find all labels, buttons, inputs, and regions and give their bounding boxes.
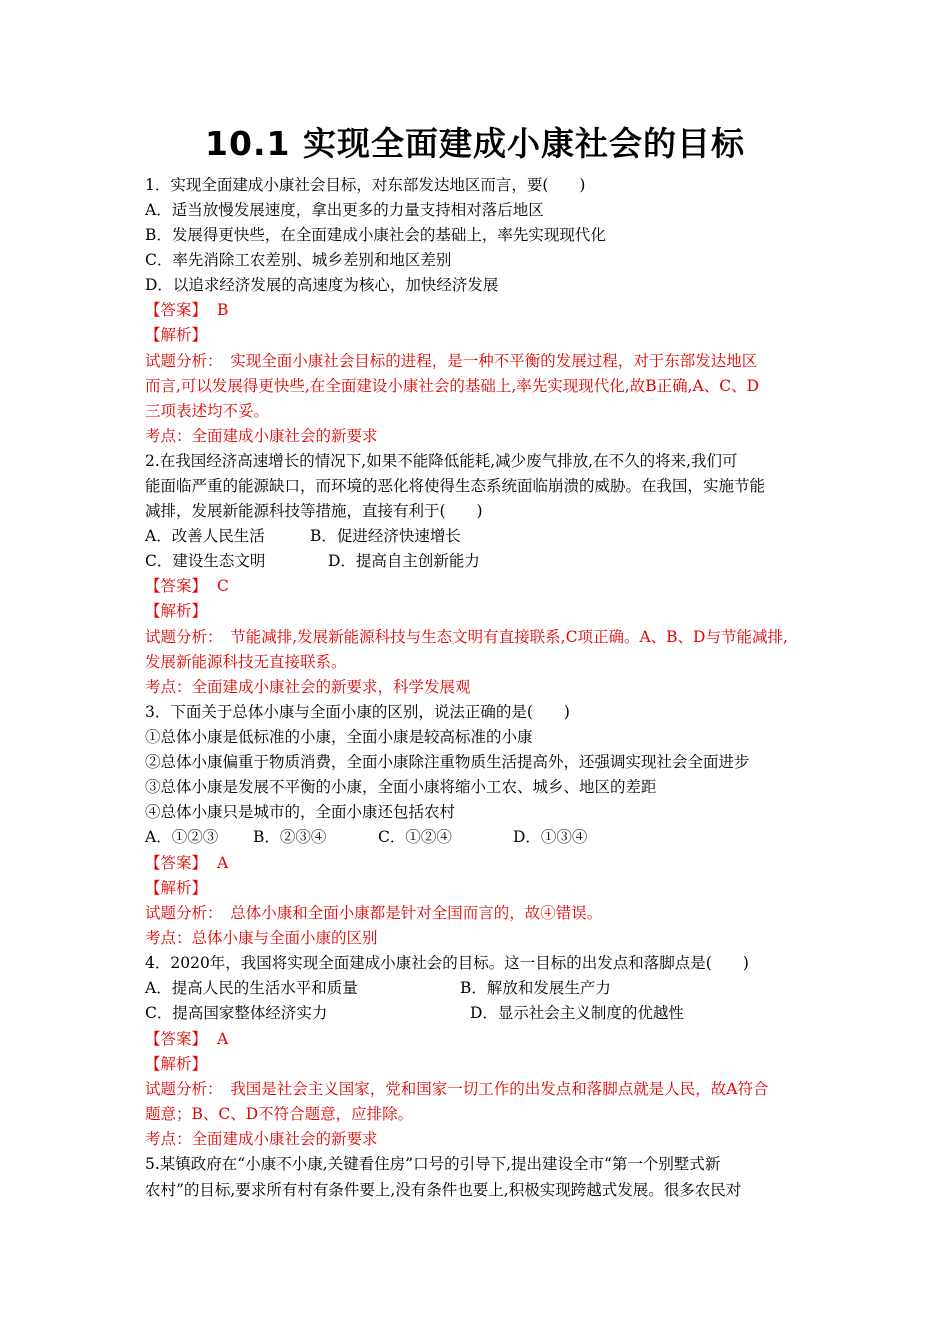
q3-analysis-label: 【解析】 [145, 879, 208, 897]
q4-option-b: B．解放和发展生产力 [460, 979, 611, 997]
q1-option-b: B．发展得更快些，在全面建成小康社会的基础上，率先实现现代化 [145, 226, 606, 244]
q2-option-a: A．改善人民生活 [145, 527, 265, 545]
q2-option-b: B．促进经济快速增长 [310, 527, 461, 545]
q1-knowledge-point: 考点：全面建成小康社会的新要求 [145, 427, 378, 445]
q1-option-a: A．适当放慢发展速度，拿出更多的力量支持相对落后地区 [145, 201, 544, 219]
q5-stem-line-2: 农村”的目标,要求所有村有条件要上,没有条件也要上,积极实现跨越式发展。很多农民对 [145, 1181, 742, 1199]
q2-options-ab [145, 524, 461, 549]
q4-options-cd [145, 1001, 684, 1026]
q2-option-c: C．建设生态文明 [145, 552, 266, 570]
answer-value: A [217, 854, 229, 872]
q4-option-d: D．显示社会主义制度的优越性 [470, 1004, 684, 1022]
q3-option-c: C．①②④ [378, 828, 452, 846]
q1-stem: 1．实现全面建成小康社会目标，对东部发达地区而言，要( ) [145, 176, 586, 194]
q3-option-b: B．②③④ [253, 828, 327, 846]
answer-label: 【答案】 [145, 854, 208, 872]
q2-stem-line-1: 2.在我国经济高速增长的情况下,如果不能降低能耗,减少废气排放,在不久的将来,我们可 [145, 452, 738, 470]
q4-stem: 4．2020年，我国将实现全面建成小康社会的目标。这一目标的出发点和落脚点是( ) [145, 954, 749, 972]
q5-stem-line-1: 5.某镇政府在“小康不小康,关键看住房”口号的引导下,提出建设全市“第一个别墅式新 [145, 1155, 721, 1173]
document-title: 10.1 实现全面建成小康社会的目标 [205, 124, 745, 163]
q1-option-d: D．以追求经济发展的高速度为核心，加快经济发展 [145, 276, 499, 294]
q3-stem: 3．下面关于总体小康与全面小康的区别，说法正确的是( ) [145, 703, 570, 721]
q2-knowledge-point: 考点：全面建成小康社会的新要求，科学发展观 [145, 678, 471, 696]
q4-knowledge-point: 考点：全面建成小康社会的新要求 [145, 1130, 378, 1148]
q1-option-c: C．率先消除工农差别、城乡差别和地区差别 [145, 251, 452, 269]
q4-option-a: A．提高人民的生活水平和质量 [145, 979, 358, 997]
q4-options-ab [145, 976, 611, 1001]
q4-option-c: C．提高国家整体经济实力 [145, 1004, 328, 1022]
q2-options-cd [145, 549, 480, 574]
answer-label: 【答案】 [145, 577, 208, 595]
q1-answer-row [145, 298, 228, 323]
answer-value: C [217, 577, 229, 595]
q4-analysis-line-1: 试题分析： 我国是社会主义国家，党和国家一切工作的出发点和落脚点就是人民，故A符合 [145, 1080, 769, 1098]
q4-answer-row [145, 1027, 228, 1052]
q2-stem-line-2: 能面临严重的能源缺口，而环境的恶化将使得生态系统面临崩溃的威胁。在我国，实施节能 [145, 477, 766, 495]
q3-statement-2: ②总体小康偏重于物质消费，全面小康除注重物质生活提高外，还强调实现社会全面进步 [145, 753, 750, 771]
q2-answer-row [145, 574, 229, 599]
q3-statement-4: ④总体小康只是城市的，全面小康还包括农村 [145, 803, 456, 821]
q4-analysis-line-2: 题意；B、C、D不符合题意，应排除。 [145, 1105, 414, 1123]
q1-analysis-line-3: 三项表述均不妥。 [145, 402, 270, 420]
q3-answer-row [145, 851, 228, 876]
q1-analysis-line-2: 而言,可以发展得更快些,在全面建设小康社会的基础上,率先实现现代化,故B正确,A、C、D [145, 377, 760, 395]
q3-statement-3: ③总体小康是发展不平衡的小康，全面小康将缩小工农、城乡、地区的差距 [145, 778, 657, 796]
answer-value: A [217, 1030, 229, 1048]
q2-analysis-line-2: 发展新能源科技无直接联系。 [145, 653, 347, 671]
answer-value: B [217, 301, 229, 319]
q3-statement-1: ①总体小康是低标准的小康，全面小康是较高标准的小康 [145, 728, 533, 746]
answer-label: 【答案】 [145, 301, 208, 319]
q2-stem-line-3: 减排，发展新能源科技等措施，直接有利于( ) [145, 502, 483, 520]
q3-option-a: A．①②③ [145, 828, 219, 846]
q3-analysis-line-1: 试题分析： 总体小康和全面小康都是针对全国而言的，故④错误。 [145, 904, 603, 922]
q1-analysis-line-1: 试题分析： 实现全面小康社会目标的进程，是一种不平衡的发展过程，对于东部发达地区 [145, 352, 758, 370]
q4-analysis-label: 【解析】 [145, 1055, 208, 1073]
q3-option-d: D．①③④ [513, 828, 588, 846]
q2-analysis-label: 【解析】 [145, 602, 208, 620]
answer-label: 【答案】 [145, 1030, 208, 1048]
q2-analysis-line-1: 试题分析： 节能减排,发展新能源科技与生态文明有直接联系,C项正确。A、B、D与节能减排, [145, 628, 788, 646]
q3-options [145, 825, 587, 850]
q2-option-d: D．提高自主创新能力 [328, 552, 480, 570]
q3-knowledge-point: 考点：总体小康与全面小康的区别 [145, 929, 378, 947]
q1-analysis-label: 【解析】 [145, 326, 208, 344]
